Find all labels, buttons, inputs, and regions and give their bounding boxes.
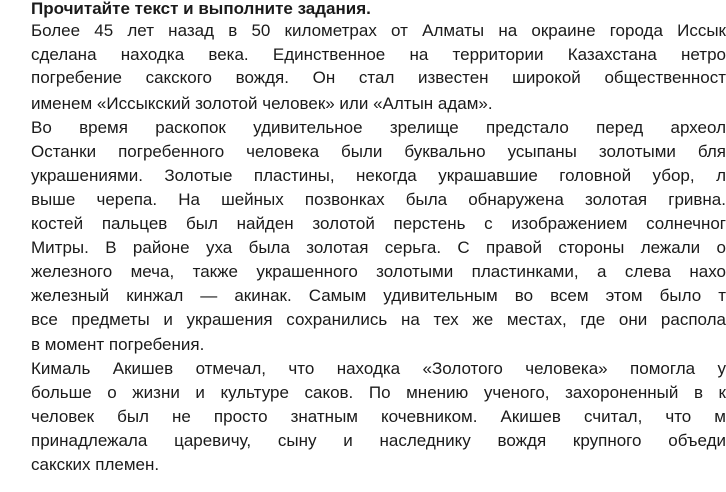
document-title: Прочитайте текст и выполните задания. bbox=[31, 0, 371, 18]
text-line: Более 45 лет назад в 50 километрах от Алматы на окраине города Иссык bbox=[31, 21, 726, 40]
text-line: Кималь Акишев отмечал, что находка «Золотого человека» помогла у bbox=[31, 359, 726, 378]
text-line: костей пальцев был найден золотой перстень с изображением солнечног bbox=[31, 214, 726, 233]
text-line: сделана находка века. Единственное на территории Казахстана нетро bbox=[31, 45, 726, 64]
text-line: сакских племен. bbox=[31, 455, 160, 474]
text-line: выше черепа. На шейных позвонках была обнаружена золотая гривна. bbox=[31, 190, 726, 209]
text-line: принадлежала царевичу, сыну и наследнику вождя крупного объеди bbox=[31, 431, 726, 450]
text-line: погребение сакского вождя. Он стал известен широкой общественност bbox=[31, 68, 726, 87]
text-line: именем «Иссыкский золотой человек» или «Алтын адам». bbox=[31, 94, 493, 113]
text-line: больше о жизни и культуре саков. По мнению ученого, захороненный в к bbox=[31, 383, 726, 402]
text-line: все предметы и украшения сохранились на тех же местах, где они распола bbox=[31, 310, 726, 329]
text-line: Останки погребенного человека были буквально усыпаны золотыми бля bbox=[31, 142, 726, 161]
text-line: человек был не просто знатным кочевником. Акишев считал, что м bbox=[31, 407, 726, 426]
text-line: в момент погребения. bbox=[31, 335, 205, 354]
text-line: Митры. В районе уха была золотая серьга. С правой стороны лежали о bbox=[31, 238, 726, 257]
text-line: Во время раскопок удивительное зрелище предстало перед археол bbox=[31, 118, 726, 137]
text-line: железный кинжал — акинак. Самым удивительным во всем этом было т bbox=[31, 286, 726, 305]
text-line: железного меча, также украшенного золотыми пластинками, а слева нахо bbox=[31, 262, 726, 281]
text-line: украшениями. Золотые пластины, некогда украшавшие головной убор, л bbox=[31, 166, 726, 185]
